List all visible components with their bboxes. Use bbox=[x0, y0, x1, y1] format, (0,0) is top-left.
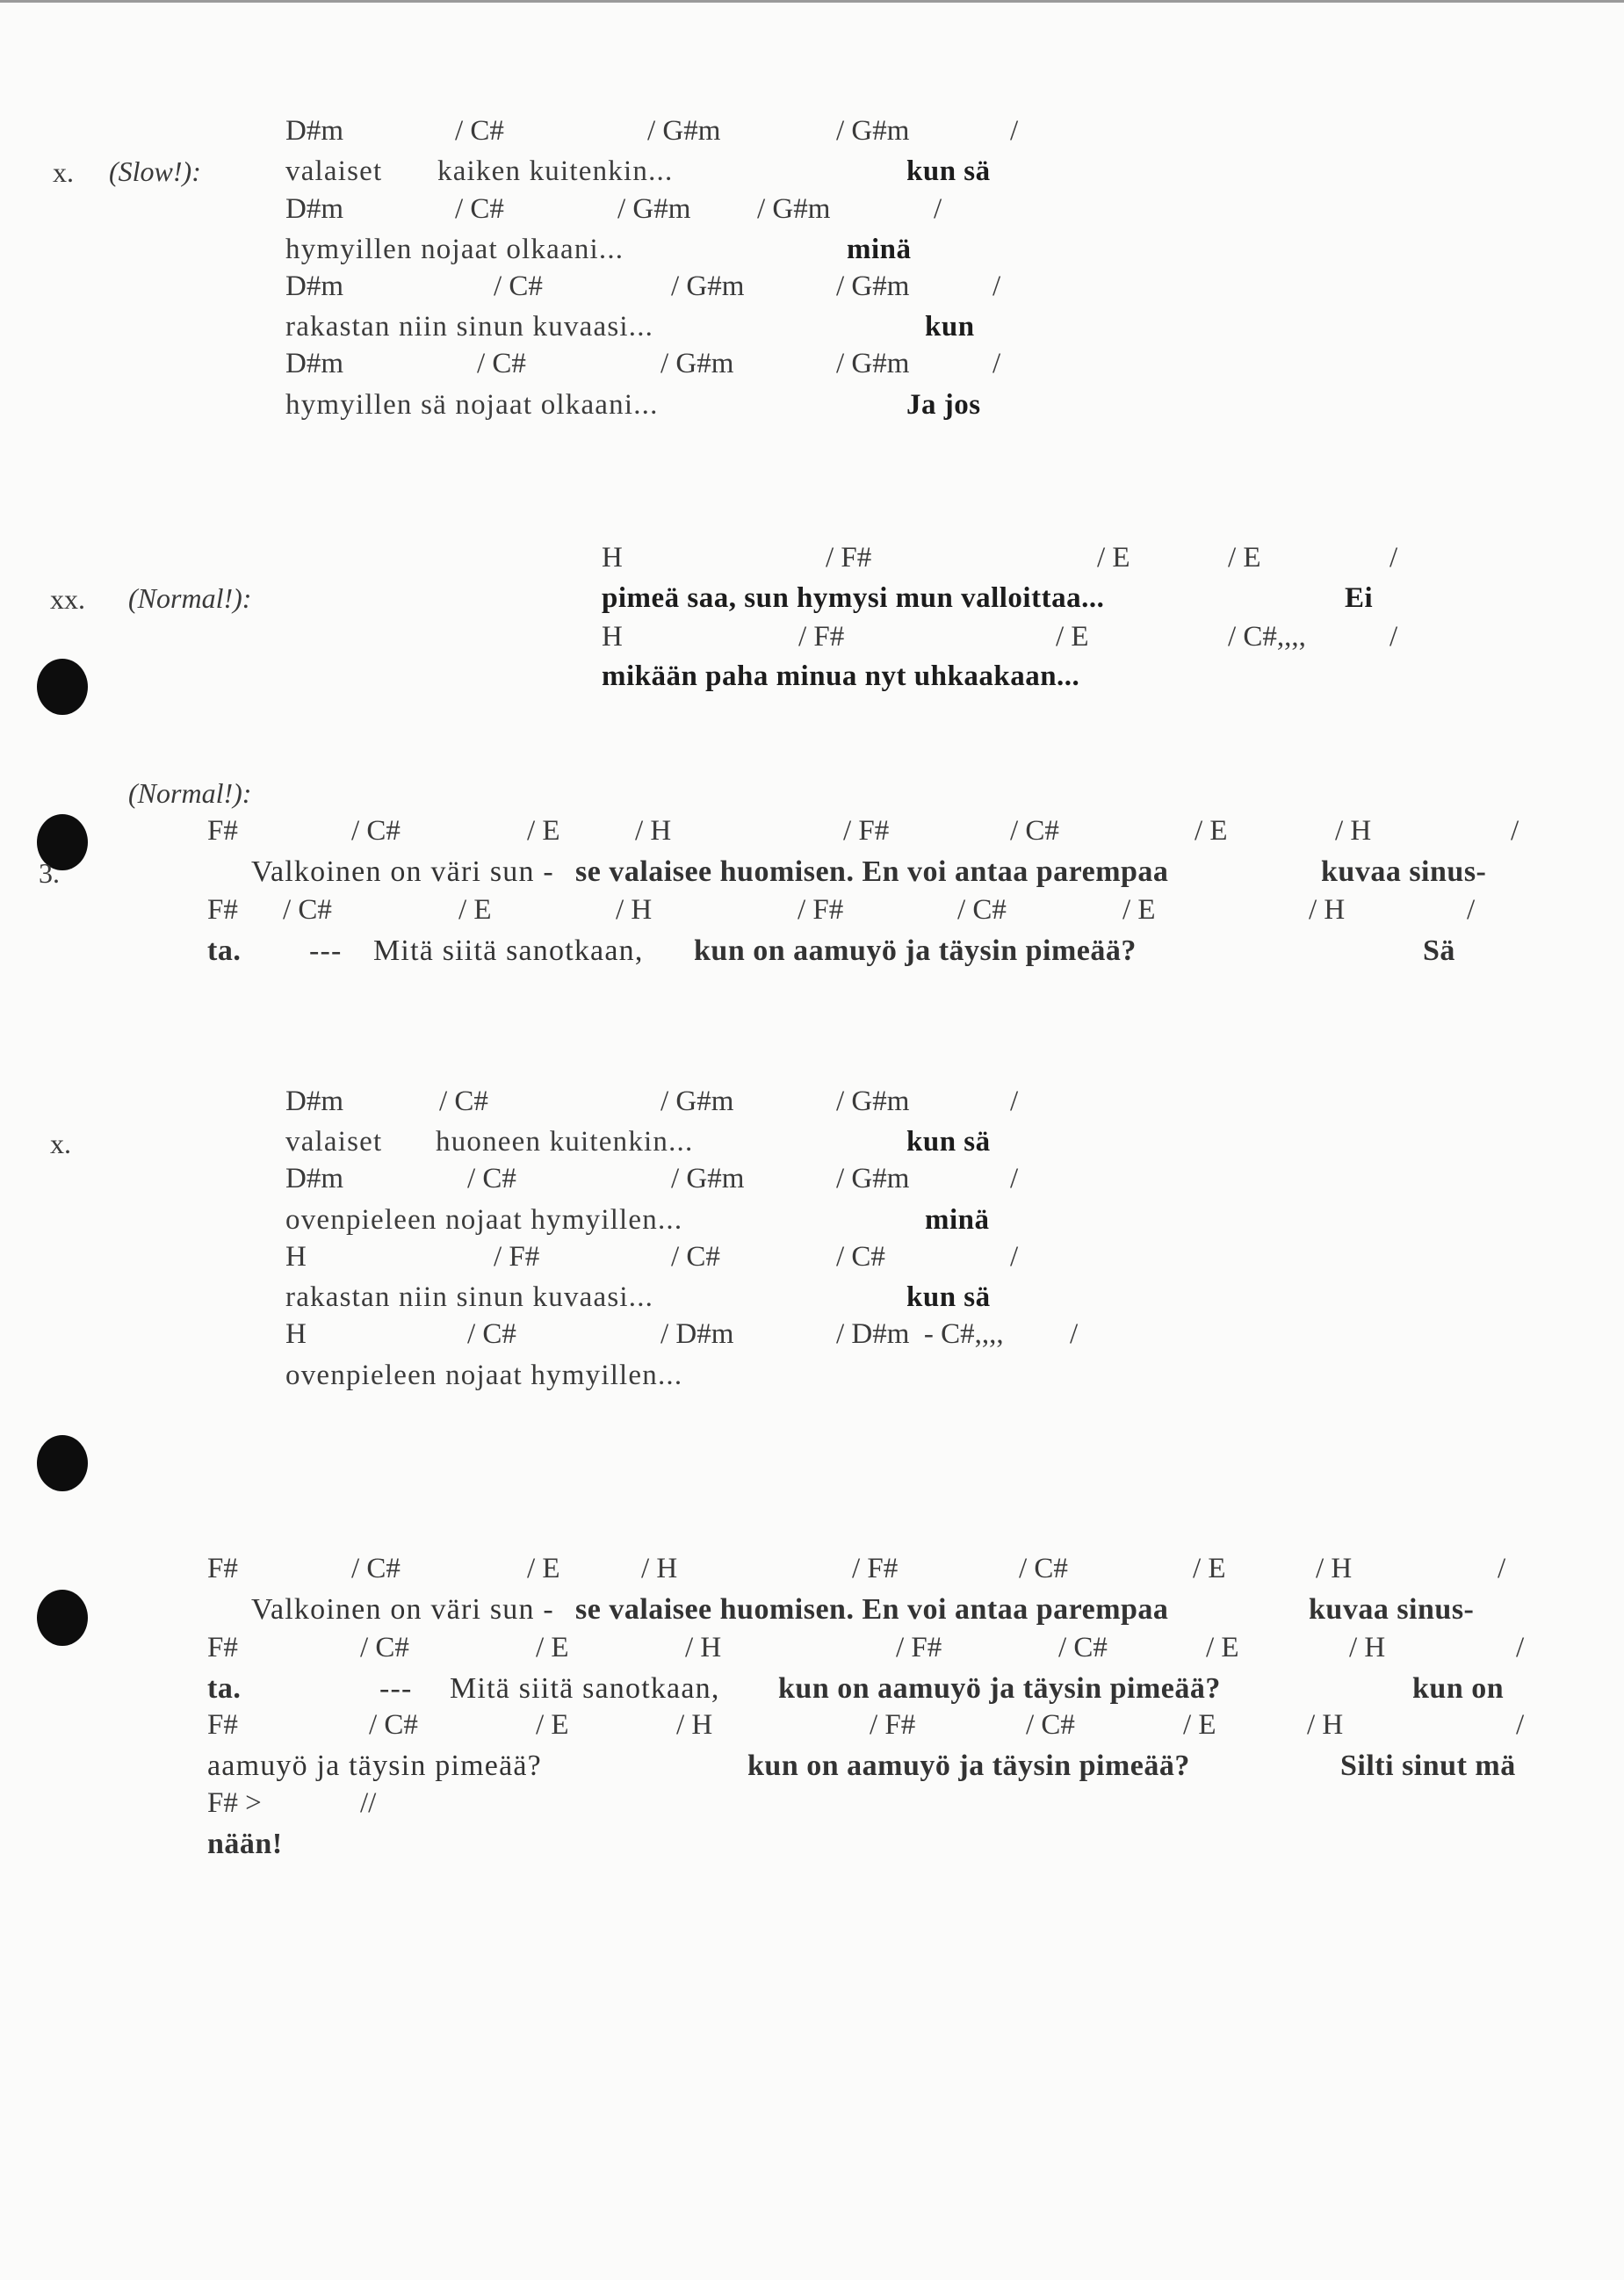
chord: / bbox=[1467, 894, 1476, 926]
chord: / C# bbox=[1010, 815, 1059, 847]
chord: D#m bbox=[285, 193, 343, 225]
lyric: kun sä bbox=[906, 155, 991, 187]
lyric: pimeä saa, sun hymysi mun valloittaa... bbox=[602, 582, 1105, 614]
chord: / C# bbox=[957, 894, 1007, 926]
chord: / E bbox=[1206, 1632, 1239, 1663]
chord: / H bbox=[616, 894, 653, 926]
chord: / C# bbox=[351, 1553, 401, 1584]
lyric: ovenpieleen nojaat hymyillen... bbox=[285, 1204, 683, 1236]
chord: / E bbox=[1056, 621, 1089, 653]
lyric: aamuyö ja täysin pimeää? bbox=[207, 1750, 542, 1782]
chord: / C#,,,, bbox=[1228, 621, 1306, 653]
lyric: Valkoinen on väri sun - bbox=[251, 1593, 554, 1626]
section-marker: x. bbox=[50, 1128, 71, 1159]
chord: / H bbox=[1307, 1709, 1344, 1741]
lyric: kun sä bbox=[906, 1126, 991, 1158]
chord: / E bbox=[527, 815, 560, 847]
lyric: minä bbox=[847, 234, 912, 265]
chord: / H bbox=[641, 1553, 678, 1584]
chord: / C# bbox=[351, 815, 401, 847]
chord: / bbox=[1070, 1318, 1079, 1350]
chord: / G#m bbox=[647, 115, 721, 147]
section-marker: xx. bbox=[50, 583, 85, 615]
lyric: kun on aamuyö ja täysin pimeää? bbox=[778, 1672, 1221, 1705]
tempo-label: (Slow!): bbox=[109, 155, 201, 187]
chord: / bbox=[1010, 1163, 1019, 1194]
lyric: Ei bbox=[1345, 582, 1374, 614]
chord: F# bbox=[207, 1709, 238, 1741]
chord: / C# bbox=[671, 1241, 720, 1273]
chord: / C# bbox=[455, 115, 504, 147]
chord: / D#m - C#,,,, bbox=[836, 1318, 1004, 1350]
section-marker: x. bbox=[53, 156, 74, 188]
lyric: --- bbox=[309, 934, 343, 967]
chord: / bbox=[1389, 542, 1398, 574]
chord: / C# bbox=[467, 1163, 516, 1194]
lyric: kun on aamuyö ja täysin pimeää? bbox=[747, 1750, 1190, 1782]
lyric: Mitä siitä sanotkaan, bbox=[450, 1672, 720, 1705]
chord: H bbox=[602, 621, 623, 653]
lyric: rakastan niin sinun kuvaasi... bbox=[285, 1281, 654, 1313]
lyric: kun sä bbox=[906, 1281, 991, 1313]
lyric: Mitä siitä sanotkaan, bbox=[373, 934, 644, 967]
lyric: Valkoinen on väri sun - bbox=[251, 855, 554, 888]
lyric: kun on aamuyö ja täysin pimeää? bbox=[694, 934, 1137, 967]
chord: / C# bbox=[1026, 1709, 1075, 1741]
chord: / G#m bbox=[660, 1086, 734, 1117]
chord: H bbox=[285, 1318, 307, 1350]
chord: / C# bbox=[477, 348, 526, 379]
chord: F# bbox=[207, 1553, 238, 1584]
punch-hole-3 bbox=[37, 1435, 88, 1491]
punch-hole-4 bbox=[37, 1590, 88, 1646]
chord: H bbox=[602, 542, 623, 574]
chord: / E bbox=[1228, 542, 1261, 574]
chord: / H bbox=[1335, 815, 1372, 847]
chord: / bbox=[1010, 1241, 1019, 1273]
lyric: kaiken kuitenkin... bbox=[437, 155, 674, 187]
chord: / H bbox=[635, 815, 672, 847]
chord: / C# bbox=[494, 271, 543, 302]
chord: / E bbox=[1122, 894, 1156, 926]
lyric: kuvaa sinus- bbox=[1309, 1593, 1475, 1626]
lyric: minä bbox=[925, 1204, 990, 1236]
chord: / H bbox=[676, 1709, 713, 1741]
chord: // bbox=[360, 1787, 377, 1819]
chord: D#m bbox=[285, 1086, 343, 1117]
chord: / H bbox=[685, 1632, 722, 1663]
chord: / bbox=[1516, 1709, 1525, 1741]
chord: / bbox=[1010, 1086, 1019, 1117]
lyric: ta. bbox=[207, 934, 242, 967]
chord: / G#m bbox=[617, 193, 691, 225]
chord: / F# bbox=[870, 1709, 916, 1741]
chord: / C# bbox=[1058, 1632, 1108, 1663]
section-marker: 3. bbox=[39, 857, 60, 889]
chord: / bbox=[1498, 1553, 1506, 1584]
lyric: huoneen kuitenkin... bbox=[436, 1126, 694, 1158]
lyric: valaiset bbox=[285, 155, 383, 187]
lyric: hymyillen nojaat olkaani... bbox=[285, 234, 624, 265]
lyric: Silti sinut mä bbox=[1340, 1750, 1516, 1782]
chord: D#m bbox=[285, 115, 343, 147]
chord: F# bbox=[207, 1632, 238, 1663]
chord: / bbox=[1010, 115, 1019, 147]
chord: / F# bbox=[852, 1553, 899, 1584]
chord: D#m bbox=[285, 348, 343, 379]
lyric: mikään paha minua nyt uhkaakaan... bbox=[602, 660, 1080, 692]
chord: H bbox=[285, 1241, 307, 1273]
chord: / E bbox=[1195, 815, 1228, 847]
lyric: hymyillen sä nojaat olkaani... bbox=[285, 389, 659, 421]
lyric: kun on bbox=[1412, 1672, 1505, 1705]
chord: / G#m bbox=[836, 348, 910, 379]
lyric: Sä bbox=[1423, 934, 1455, 967]
chord: / bbox=[1516, 1632, 1525, 1663]
chord: / D#m bbox=[660, 1318, 734, 1350]
chord: / G#m bbox=[836, 271, 910, 302]
chord: / C# bbox=[439, 1086, 488, 1117]
lyric: valaiset bbox=[285, 1126, 383, 1158]
chord: F# bbox=[207, 894, 238, 926]
lyric: --- bbox=[379, 1672, 413, 1705]
chord: / F# bbox=[843, 815, 890, 847]
chord: / F# bbox=[798, 894, 844, 926]
chord: / F# bbox=[798, 621, 845, 653]
chord: / E bbox=[1183, 1709, 1216, 1741]
chord: / E bbox=[527, 1553, 560, 1584]
lyric: ovenpieleen nojaat hymyillen... bbox=[285, 1360, 683, 1391]
chord: / bbox=[1389, 621, 1398, 653]
lyric: ta. bbox=[207, 1672, 242, 1705]
chord: / H bbox=[1316, 1553, 1353, 1584]
chord: / E bbox=[536, 1709, 569, 1741]
chord: / G#m bbox=[836, 115, 910, 147]
chord: / bbox=[992, 348, 1001, 379]
chord: / C# bbox=[360, 1632, 409, 1663]
chord: / C# bbox=[467, 1318, 516, 1350]
chord: / E bbox=[458, 894, 492, 926]
lyric: se valaisee huomisen. En voi antaa parempaa bbox=[575, 855, 1169, 888]
chord: / E bbox=[1097, 542, 1130, 574]
chord: F# > bbox=[207, 1787, 262, 1819]
chord: / H bbox=[1309, 894, 1346, 926]
lyric: Ja jos bbox=[906, 389, 981, 421]
tempo-label: (Normal!): bbox=[128, 777, 252, 809]
chord: / F# bbox=[896, 1632, 942, 1663]
page-top-edge bbox=[0, 0, 1624, 3]
tempo-label: (Normal!): bbox=[128, 582, 252, 614]
chord: / bbox=[992, 271, 1001, 302]
chord: / bbox=[1511, 815, 1519, 847]
chord: / C# bbox=[369, 1709, 418, 1741]
chord: D#m bbox=[285, 271, 343, 302]
chord: / F# bbox=[494, 1241, 540, 1273]
chord: D#m bbox=[285, 1163, 343, 1194]
chord: / C# bbox=[1019, 1553, 1068, 1584]
chord: / E bbox=[536, 1632, 569, 1663]
chord: / C# bbox=[283, 894, 332, 926]
lyric: nään! bbox=[207, 1828, 283, 1860]
chord: / G#m bbox=[660, 348, 734, 379]
chord: / G#m bbox=[671, 271, 745, 302]
chord: / H bbox=[1349, 1632, 1386, 1663]
chord: / C# bbox=[836, 1241, 885, 1273]
lyric: kuvaa sinus- bbox=[1321, 855, 1487, 888]
chord: / G#m bbox=[836, 1086, 910, 1117]
chord: / G#m bbox=[757, 193, 831, 225]
chord: / G#m bbox=[836, 1163, 910, 1194]
chord: / C# bbox=[455, 193, 504, 225]
lyric: rakastan niin sinun kuvaasi... bbox=[285, 311, 654, 343]
chord: / G#m bbox=[671, 1163, 745, 1194]
punch-hole-1 bbox=[37, 659, 88, 715]
chord: F# bbox=[207, 815, 238, 847]
chord: / E bbox=[1193, 1553, 1226, 1584]
lyric: se valaisee huomisen. En voi antaa parempaa bbox=[575, 1593, 1169, 1626]
chord: / bbox=[934, 193, 942, 225]
chord: / F# bbox=[826, 542, 872, 574]
lyric: kun bbox=[925, 311, 975, 343]
